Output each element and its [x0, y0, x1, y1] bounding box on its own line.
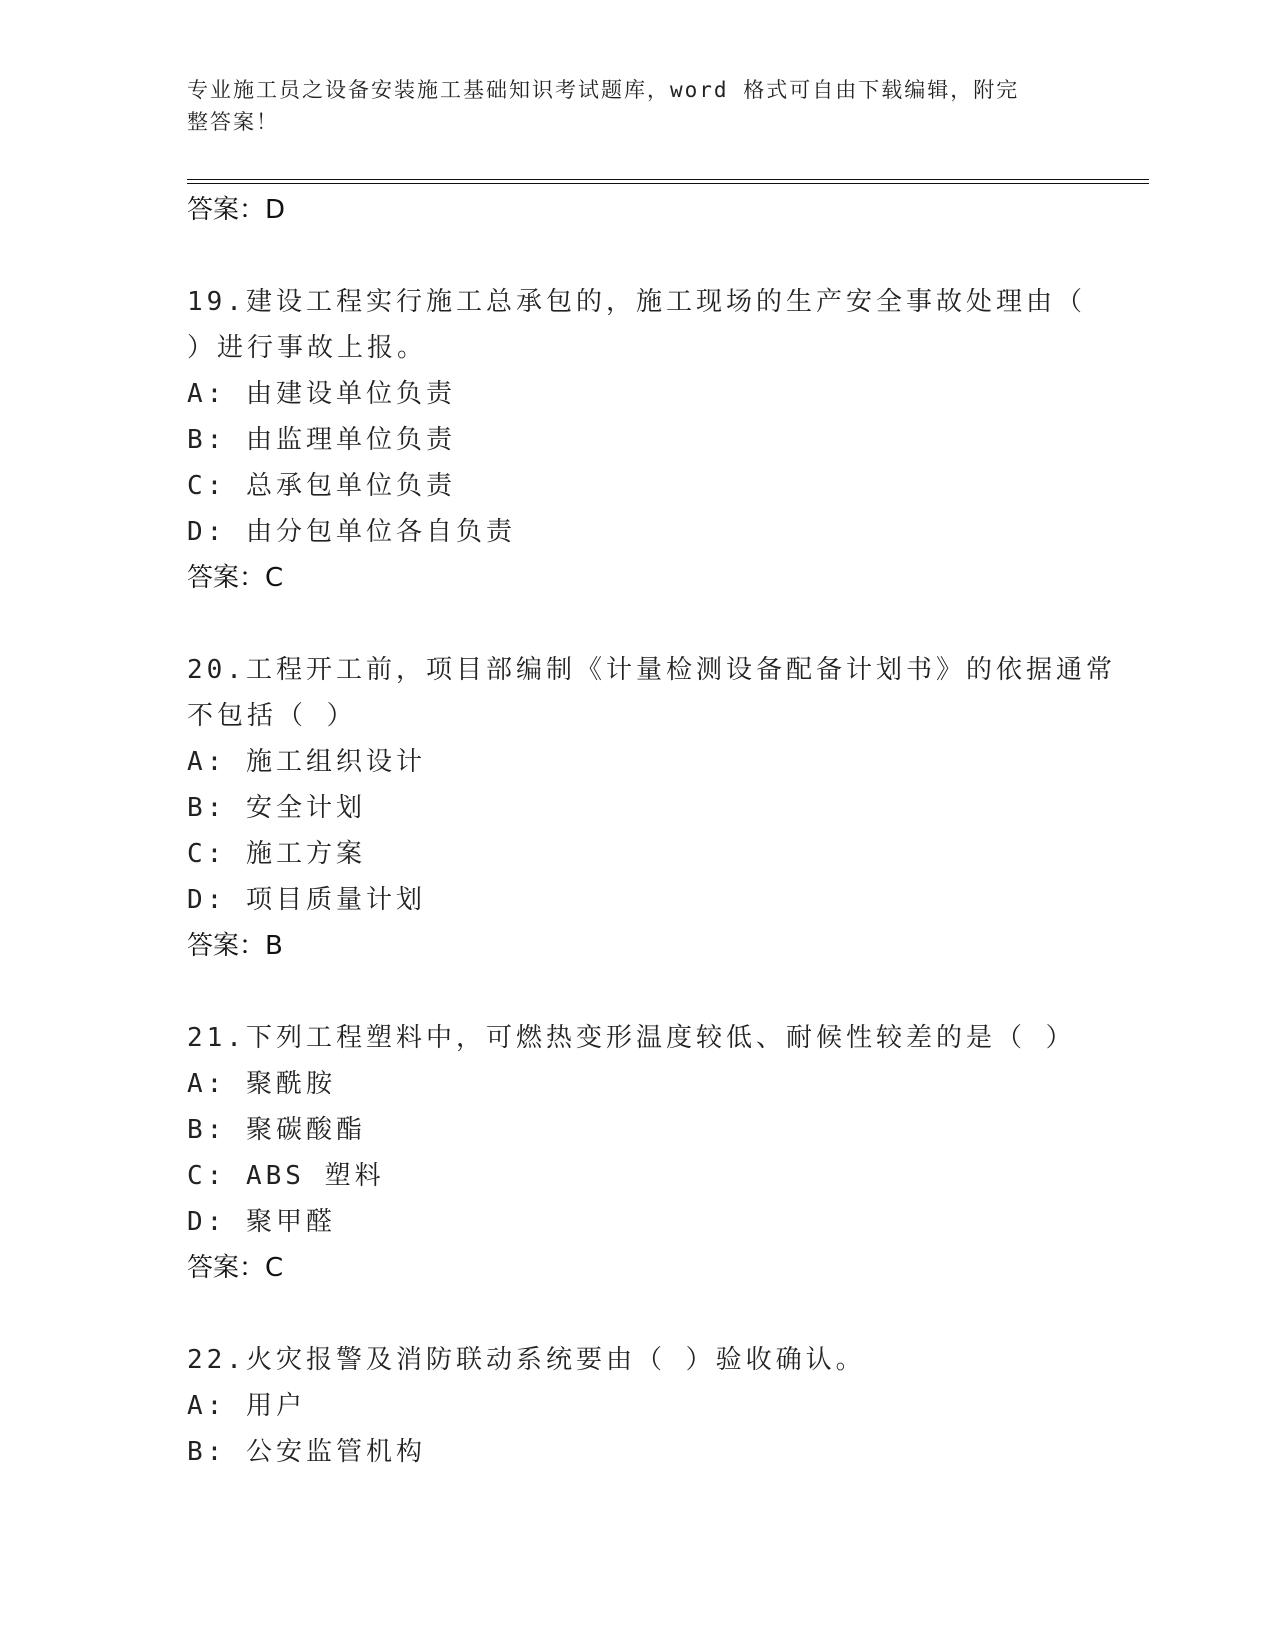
header-divider-bottom [187, 183, 1149, 184]
question-text: 22.火灾报警及消防联动系统要由（ ）验收确认。 [187, 1345, 866, 1375]
option-b: B: 公安监管机构 [187, 1437, 426, 1467]
answer-line: 答案：C [187, 1253, 284, 1283]
question-text: 19.建设工程实行施工总承包的，施工现场的生产安全事故处理由（ [187, 287, 1086, 317]
question-list [187, 187, 1116, 1475]
question-text: 20.工程开工前，项目部编制《计量检测设备配备计划书》的依据通常 [187, 655, 1116, 685]
header-line-2: 整答案！ [187, 110, 279, 134]
option-a: A: 用户 [187, 1391, 306, 1421]
option-a: A: 施工组织设计 [187, 747, 426, 777]
option-c: C: 施工方案 [187, 839, 366, 869]
spacer [187, 233, 1107, 279]
option-b: B: 安全计划 [187, 793, 366, 823]
question-text-continued: ）进行事故上报。 [187, 333, 428, 363]
spacer [187, 601, 1107, 647]
option-c: C: 总承包单位负责 [187, 471, 456, 501]
header-line-1: 专业施工员之设备安装施工基础知识考试题库，word 格式可自由下载编辑，附完 [187, 78, 1020, 102]
option-b: B: 由监理单位负责 [187, 425, 456, 455]
question-21 [187, 1015, 1107, 1291]
option-c: C: ABS 塑料 [187, 1161, 385, 1191]
answer-line: 答案：B [187, 931, 283, 961]
question-22 [187, 1337, 1107, 1475]
option-a: A: 聚酰胺 [187, 1069, 336, 1099]
answer-line: 答案：C [187, 563, 284, 593]
option-b: B: 聚碳酸酯 [187, 1115, 366, 1145]
question-text-continued: 不包括（ ） [187, 701, 357, 731]
header-divider-top [187, 179, 1149, 180]
answer-line: 答案：D [187, 195, 286, 225]
question-19 [187, 279, 1107, 601]
option-d: D: 项目质量计划 [187, 885, 426, 915]
option-d: D: 聚甲醛 [187, 1207, 336, 1237]
option-a: A: 由建设单位负责 [187, 379, 456, 409]
question-20 [187, 647, 1116, 969]
spacer [187, 969, 1107, 1015]
question-text: 21.下列工程塑料中，可燃热变形温度较低、耐候性较差的是（ ） [187, 1023, 1076, 1053]
document-header [187, 74, 1087, 138]
option-d: D: 由分包单位各自负责 [187, 517, 516, 547]
spacer [187, 1291, 1107, 1337]
